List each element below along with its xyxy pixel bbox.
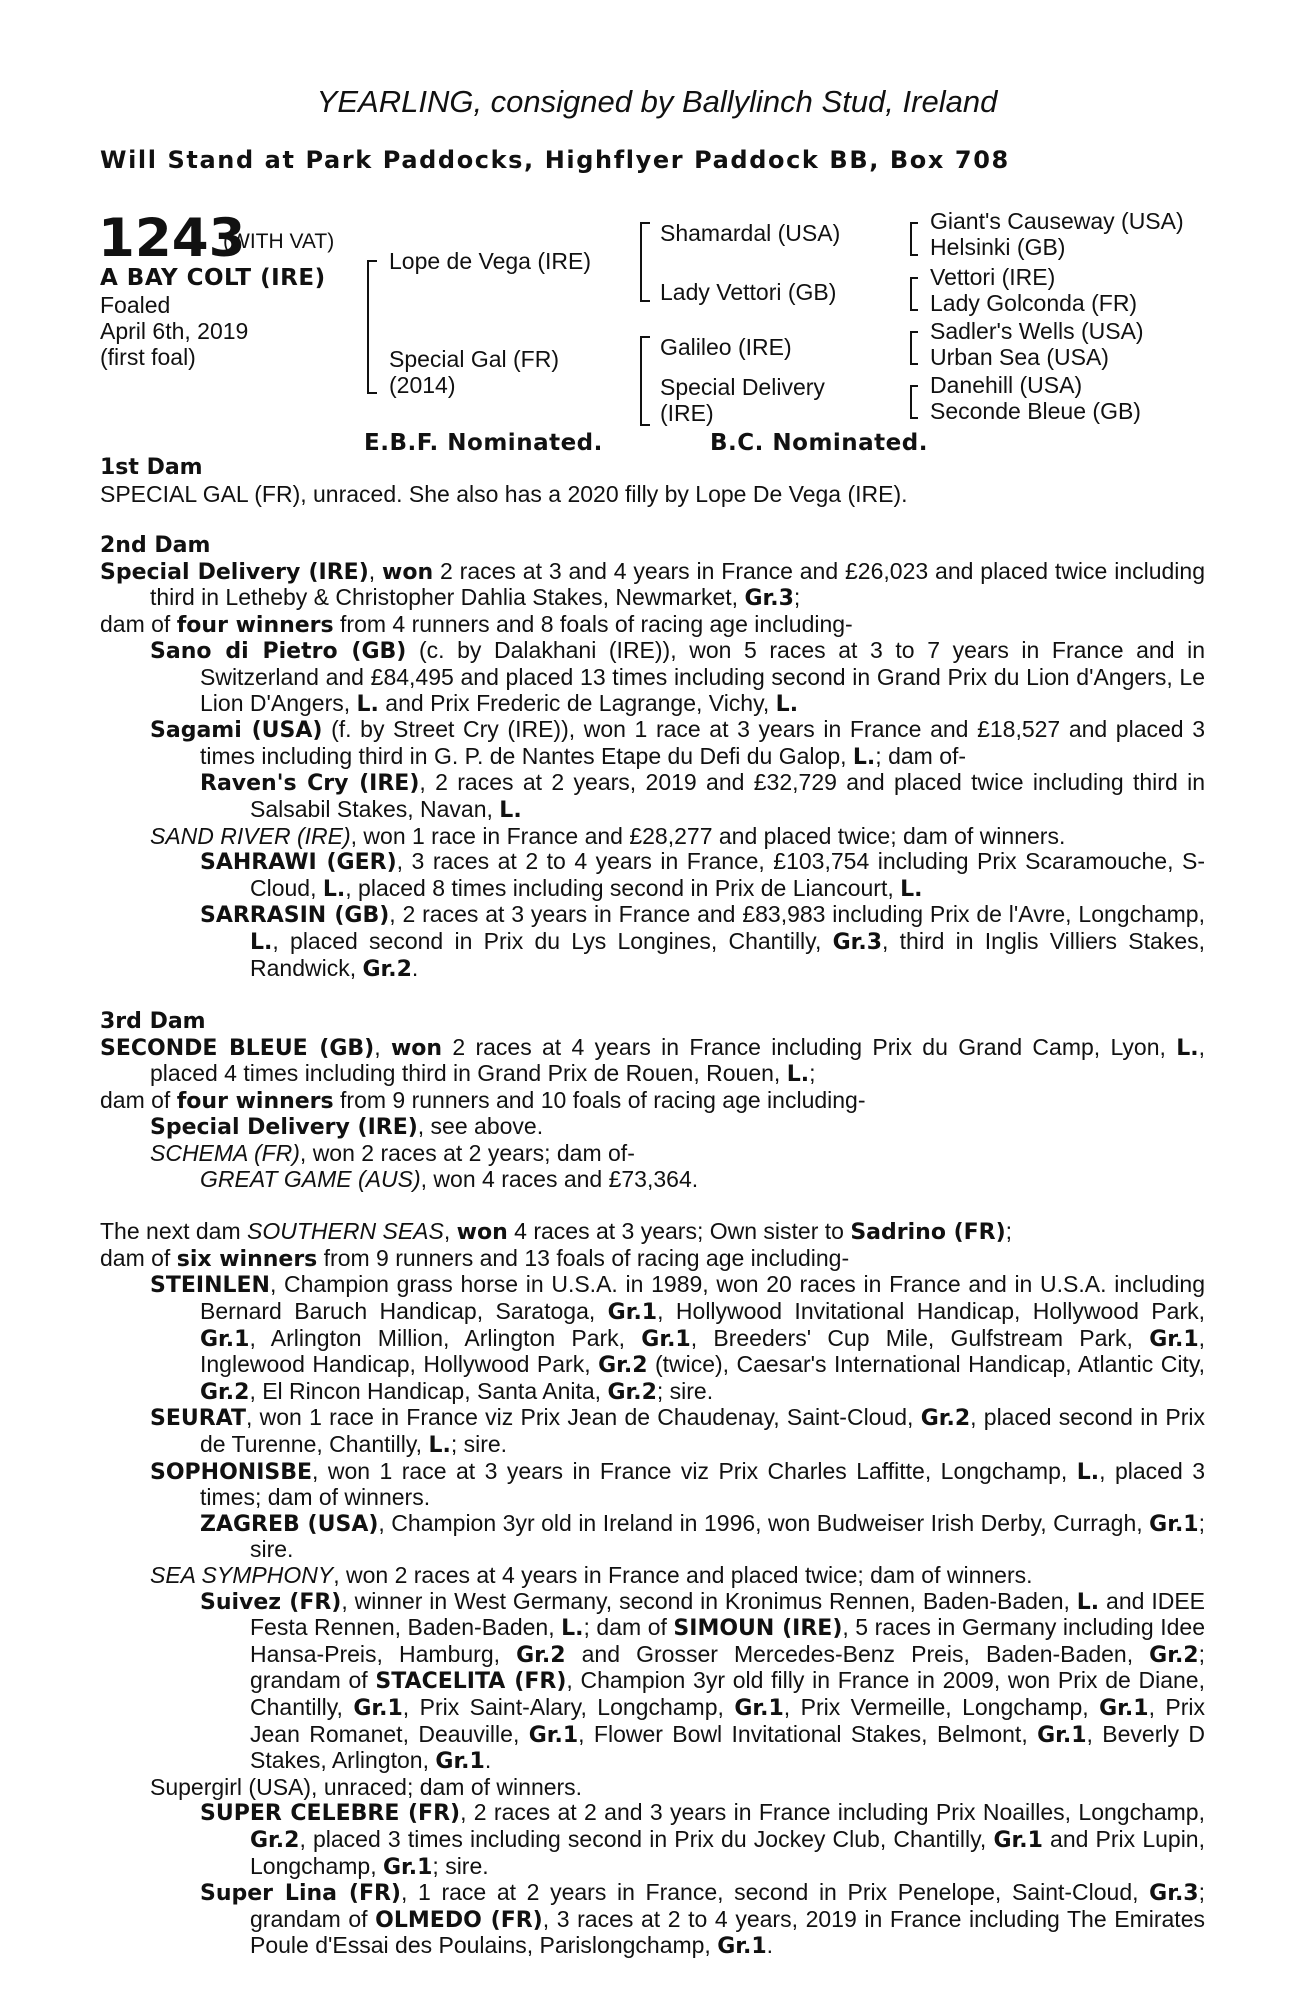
foaled-label: Foaled xyxy=(100,292,171,318)
produce-entry: SEA SYMPHONY, won 2 races at 4 years in France and placed twice; dam of winners. xyxy=(150,1561,1033,1588)
pedigree-dam-year: (2014) xyxy=(389,372,456,398)
second-dam-heading: 2nd Dam xyxy=(100,533,211,558)
produce-entry: SAHRAWI (GER), 3 races at 2 to 4 years in France, £103,754 including Prix Scaramouche, S-Cloud, L., placed 8 times including second in Prix de Liancourt, L. xyxy=(200,848,1205,902)
foaled-date: April 6th, 2019 xyxy=(100,318,249,344)
second-dam-entry: Special Delivery (IRE), won 2 races at 3 and 4 years in France and £26,023 and placed twice including third in Letheby & Christopher Dahlia Stakes, Newmarket, Gr.3; xyxy=(100,557,1205,612)
fourth-dam-entry: The next dam SOUTHERN SEAS, won 4 races at 3 years; Own sister to Sadrino (FR); xyxy=(100,1218,1013,1246)
produce-entry: SAND RIVER (IRE), won 1 race in France and £28,277 and placed twice; dam of winners. xyxy=(150,822,1066,849)
produce-entry: SOPHONISBE, won 1 race at 3 years in France viz Prix Charles Laffitte, Longchamp, L., placed 3 times; dam of winners. xyxy=(150,1457,1205,1511)
pedigree-dam-sire: Galileo (IRE) xyxy=(660,334,792,360)
stand-location: Will Stand at Park Paddocks, Highflyer Paddock BB, Box 708 xyxy=(100,146,1010,174)
pedigree-g3-7: Danehill (USA) xyxy=(930,372,1083,398)
ebf-nominated: E.B.F. Nominated. xyxy=(364,430,603,456)
pedigree-brace xyxy=(910,331,918,365)
pedigree-dam-dam: Special Delivery xyxy=(660,374,825,400)
pedigree-g3-8: Seconde Bleue (GB) xyxy=(930,398,1141,424)
pedigree-brace xyxy=(910,277,918,311)
third-dam-produce-summary: dam of four winners from 9 runners and 10 foals of racing age including- xyxy=(100,1086,866,1114)
produce-entry: Sagami (USA) (f. by Street Cry (IRE)), won 1 race at 3 years in France and £18,527 and placed 3 times including third in G. P. de Nantes Etape du Defi du Galop, L.; dam of- xyxy=(150,716,1205,770)
lot-number: 1243 xyxy=(98,208,246,269)
produce-entry: SCHEMA (FR), won 2 races at 2 years; dam of- xyxy=(150,1140,635,1167)
vat-note: (WITH VAT) xyxy=(223,230,335,253)
pedigree-sire: Lope de Vega (IRE) xyxy=(389,248,592,274)
pedigree-dam-dam-country: (IRE) xyxy=(660,400,714,426)
pedigree-g3-4: Lady Golconda (FR) xyxy=(930,290,1138,316)
pedigree-sire-dam: Lady Vettori (GB) xyxy=(660,279,837,305)
pedigree-brace xyxy=(367,260,377,394)
produce-entry: Suivez (FR), winner in West Germany, second in Kronimus Rennen, Baden-Baden, L. and IDEE Festa Rennen, Baden-Baden, L.; dam of SIMOUN (IRE), 5 races in Germany including Idee Hansa-Preis, Hamburg, Gr.2 and Grosser Mercedes-Benz Preis, Baden-Baden, Gr.2; grandam of STACELITA (FR), Champion 3yr old filly in France in 2009, won Prix de Diane, Chantilly, Gr.1, Prix Saint-Alary, Longchamp, Gr.1, Prix Vermeille, Longchamp, Gr.1, Prix Jean Romanet, Deauville, Gr.1, Flower Bowl Invitational Stakes, Belmont, Gr.1, Beverly D Stakes, Arlington, Gr.1. xyxy=(200,1587,1206,1775)
fourth-dam-produce-summary: dam of six winners from 9 runners and 13 foals of racing age including- xyxy=(100,1244,850,1272)
produce-entry: Raven's Cry (IRE), 2 races at 2 years, 2019 and £32,729 and placed twice including third in Salsabil Stakes, Navan, L. xyxy=(200,769,1205,823)
pedigree-g3-1: Giant's Causeway (USA) xyxy=(930,208,1184,234)
lot-title: A BAY COLT (IRE) xyxy=(100,265,326,291)
foal-note: (first foal) xyxy=(100,344,196,370)
pedigree-brace xyxy=(910,385,918,419)
produce-entry: Special Delivery (IRE), see above. xyxy=(150,1113,544,1141)
bc-nominated: B.C. Nominated. xyxy=(710,430,928,456)
first-dam-heading: 1st Dam xyxy=(100,455,203,480)
pedigree-g3-5: Sadler's Wells (USA) xyxy=(930,318,1144,344)
pedigree-brace xyxy=(910,222,918,256)
pedigree-brace xyxy=(640,222,650,302)
first-dam-text: SPECIAL GAL (FR), unraced. She also has a 2020 filly by Lope De Vega (IRE). xyxy=(100,481,908,507)
dam-produce-record xyxy=(100,533,1205,1960)
second-dam-produce-summary: dam of four winners from 4 runners and 8 foals of racing age including- xyxy=(100,610,853,638)
produce-entry: Sano di Pietro (GB) (c. by Dalakhani (IRE)), won 5 races at 3 to 7 years in France and in Switzerland and £84,495 and placed 13 times including second in Grand Prix du Lion d'Angers, Le Lion D'Angers, L. and Prix Frederic de Lagrange, Vichy, L. xyxy=(150,637,1205,717)
produce-entry: SUPER CELEBRE (FR), 2 races at 2 and 3 years in France including Prix Noailles, Longchamp, Gr.2, placed 3 times including second in Prix du Jockey Club, Chantilly, Gr.1 and Prix Lupin, Longchamp, Gr.1; sire. xyxy=(200,1799,1205,1880)
pedigree-g3-3: Vettori (IRE) xyxy=(930,264,1056,290)
third-dam-entry: SECONDE BLEUE (GB), won 2 races at 4 years in France including Prix du Grand Camp, Lyon, L., placed 4 times including third in Grand Prix de Rouen, Rouen, L.; xyxy=(100,1033,1205,1088)
produce-entry: SEURAT, won 1 race in France viz Prix Jean de Chaudenay, Saint-Cloud, Gr.2, placed second in Prix de Turenne, Chantilly, L.; sire. xyxy=(150,1404,1205,1458)
pedigree-g3-2: Helsinki (GB) xyxy=(930,234,1066,260)
consignor-line: YEARLING, consigned by Ballylinch Stud, Ireland xyxy=(316,84,998,119)
pedigree-brace xyxy=(640,336,650,426)
produce-entry: STEINLEN, Champion grass horse in U.S.A. in 1989, won 20 races in France and in U.S.A. including Bernard Baruch Handicap, Saratoga, Gr.1, Hollywood Invitational Handicap, Hollywood Park, Gr.1, Arlington Million, Arlington Park, Gr.1, Breeders' Cup Mile, Gulfstream Park, Gr.1, Inglewood Handicap, Hollywood Park, Gr.2 (twice), Caesar's International Handicap, Atlantic City, Gr.2, El Rincon Handicap, Santa Anita, Gr.2; sire. xyxy=(150,1271,1206,1405)
produce-entry: Supergirl (USA), unraced; dam of winners. xyxy=(150,1773,583,1800)
produce-entry: ZAGREB (USA), Champion 3yr old in Ireland in 1996, won Budweiser Irish Derby, Curragh, Gr.1; sire. xyxy=(200,1509,1205,1563)
produce-entry: SARRASIN (GB), 2 races at 3 years in France and £83,983 including Prix de l'Avre, Longchamp, L., placed second in Prix du Lys Longines, Chantilly, Gr.3, third in Inglis Villiers Stakes, Randwick, Gr.2. xyxy=(200,901,1205,982)
pedigree-sire-sire: Shamardal (USA) xyxy=(660,220,841,246)
pedigree-g3-6: Urban Sea (USA) xyxy=(930,344,1109,370)
produce-entry: GREAT GAME (AUS), won 4 races and £73,364. xyxy=(200,1165,699,1192)
pedigree-dam: Special Gal (FR) xyxy=(389,346,559,372)
third-dam-heading: 3rd Dam xyxy=(100,1009,206,1035)
produce-entry: Super Lina (FR), 1 race at 2 years in France, second in Prix Penelope, Saint-Cloud, Gr.3; grandam of OLMEDO (FR), 3 races at 2 to 4 years, 2019 in France including The Emirates Poule d'Essai des Poulains, Parislongchamp, Gr.1. xyxy=(200,1879,1205,1960)
